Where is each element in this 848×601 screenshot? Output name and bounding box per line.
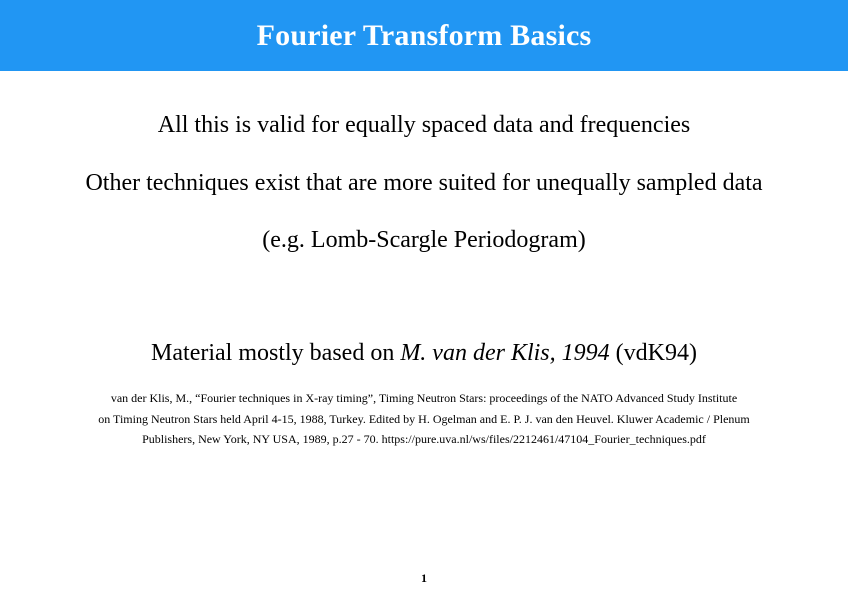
material-prefix: Material mostly based on <box>151 340 401 366</box>
reference-line-2: on Timing Neutron Stars held April 4-15, 1988, Turkey. Edited by H. Ogelman and E. P. J. van den Heuvel. Kluwer Academic / Plenum <box>98 412 750 426</box>
slide-title: Fourier Transform Basics <box>256 18 592 52</box>
text-line-equally-spaced: All this is valid for equally spaced data and frequencies <box>157 112 691 138</box>
text-line-lomb-scargle: (e.g. Lomb-Scargle Periodogram) <box>262 227 586 253</box>
material-source-line <box>0 340 848 367</box>
reference-line-3: Publishers, New York, NY USA, 1989, p.27 - 70. https://pure.uva.nl/ws/files/2212461/47104_Fourier_techniques.pdf <box>142 432 706 446</box>
material-suffix: (vdK94) <box>609 340 697 366</box>
page-number: 1 <box>421 571 427 585</box>
reference-line-1: van der Klis, M., “Fourier techniques in X-ray timing”, Timing Neutron Stars: proceedings of the NATO Advanced Study Institute <box>110 391 738 405</box>
slide-header <box>0 0 848 71</box>
material-citation: M. van der Klis, 1994 <box>400 340 610 366</box>
text-line-other-techniques: Other techniques exist that are more suited for unequally sampled data <box>85 170 763 196</box>
